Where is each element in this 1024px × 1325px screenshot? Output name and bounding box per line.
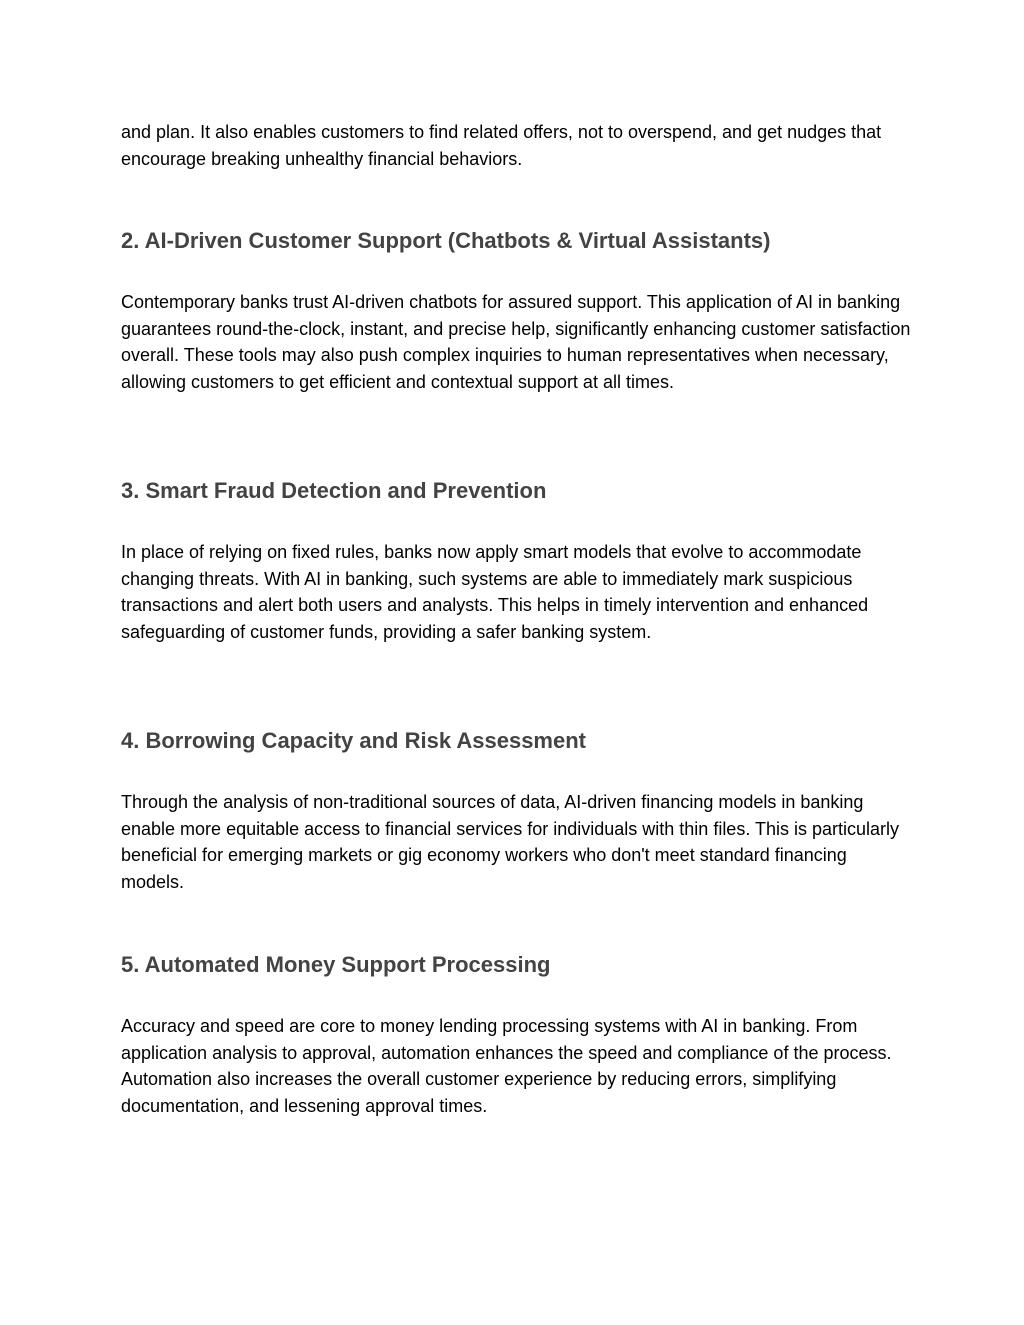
section-body-borrowing-capacity: Through the analysis of non-traditional sources of data, AI-driven financing models in banking enable more equitable access to financial services for individuals with thin files. This is particularly beneficial for emerging markets or gig economy workers who don't meet standard financing models. — [121, 792, 900, 893]
section-heading-borrowing-capacity: 4. Borrowing Capacity and Risk Assessment — [121, 728, 586, 753]
section-heading-fraud-detection: 3. Smart Fraud Detection and Prevention — [121, 478, 547, 503]
section-body-money-support-processing: Accuracy and speed are core to money lending processing systems with AI in banking. From application analysis to approval, automation enhances the speed and compliance of the process. Automation also increases the overall customer experience by reducing errors, simplifying documentation, and lessening approval times. — [121, 1016, 892, 1117]
section-body-fraud-detection: In place of relying on fixed rules, banks now apply smart models that evolve to accommodate changing threats. With AI in banking, such systems are able to immediately mark suspicious transactions and alert both users and analysts. This helps in timely intervention and enhanced safeguarding of customer funds, providing a safer banking system. — [121, 542, 869, 643]
intro-paragraph: and plan. It also enables customers to find related offers, not to overspend, and get nudges that encourage breaking unhealthy financial behaviors. — [121, 122, 882, 169]
section-heading-ai-customer-support: 2. AI-Driven Customer Support (Chatbots & Virtual Assistants) — [121, 228, 771, 253]
section-heading-money-support-processing: 5. Automated Money Support Processing — [121, 952, 551, 977]
section-body-ai-customer-support: Contemporary banks trust AI-driven chatbots for assured support. This application of AI in banking guarantees round-the-clock, instant, and precise help, significantly enhancing customer satisfaction overall. These tools may also push complex inquiries to human representatives when necessary, allowing customers to get efficient and contextual support at all times. — [121, 292, 911, 393]
